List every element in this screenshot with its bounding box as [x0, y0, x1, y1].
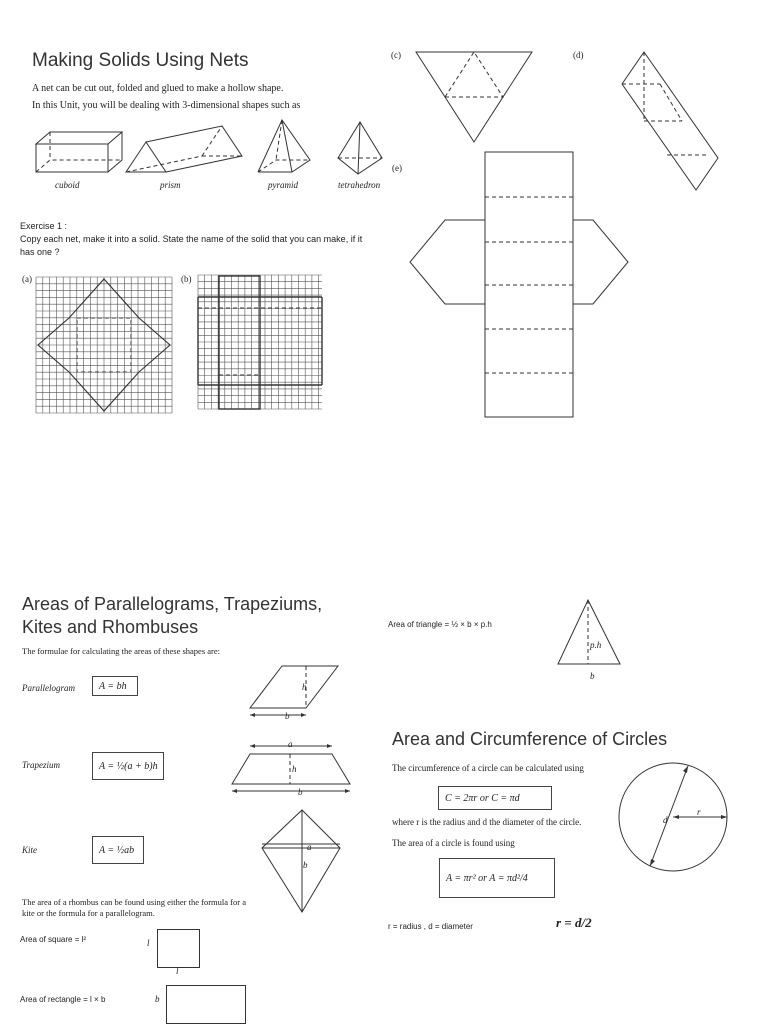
rectangle-b-label: b: [155, 994, 160, 1004]
trapezium-formula: A = ½(a + b)h: [92, 752, 164, 780]
cuboid-figure: [34, 128, 124, 178]
radius-formula: r = d/2: [556, 915, 592, 930]
net-e-hexagonal-prism: [408, 152, 630, 418]
pyramid-figure: [256, 118, 312, 178]
exercise-text: Copy each net, make it into a solid. State the name of the solid that you can make, if it has one ?: [20, 234, 363, 257]
trapezium-name: Trapezium: [22, 760, 61, 770]
square-side-l-label: l: [147, 938, 150, 948]
kite-figure: [260, 808, 342, 914]
net-d-label: (d): [573, 50, 584, 60]
parallelogram-b-label: b: [285, 711, 290, 721]
net-b-label: (b): [181, 274, 192, 284]
rectangle-area-label: Area of rectangle = l × b: [20, 995, 106, 1004]
circle-area-text: The area of a circle is found using: [392, 838, 515, 848]
net-c-triangle: [414, 50, 534, 144]
areas-title-line-1: Areas of Parallelograms, Trapeziums,: [22, 594, 323, 614]
nets-intro-2: In this Unit, you will be dealing with 3-dimensional shapes such as: [32, 100, 301, 111]
kite-b-label: b: [303, 860, 308, 870]
triangle-b-label: b: [590, 671, 595, 681]
square-figure: [157, 929, 200, 968]
trapezium-h-label: h: [292, 764, 297, 774]
radius-definition: where r is the radius and d the diameter of the circle.: [392, 817, 582, 827]
circle-r-label: r: [697, 807, 701, 817]
net-d-strip: [620, 50, 720, 192]
net-e-label: (e): [392, 163, 402, 173]
net-b-grid: [198, 275, 322, 409]
parallelogram-figure: [248, 664, 340, 720]
circumference-text: The circumference of a circle can be calculated using: [392, 763, 584, 773]
rectangle-figure: [166, 985, 246, 1024]
areas-intro: The formulae for calculating the areas of these shapes are:: [22, 646, 221, 656]
parallelogram-h-label: h: [302, 682, 307, 692]
radius-diameter-legend: r = radius , d = diameter: [388, 922, 473, 931]
parallelogram-name: Parallelogram: [22, 683, 75, 693]
circle-area-formula: A = πr² or A = πd²/4: [439, 858, 555, 898]
kite-a-label: a: [307, 842, 312, 852]
tetrahedron-figure: [336, 120, 386, 180]
circle-d-label: d: [663, 815, 668, 825]
net-a-label: (a): [22, 274, 32, 284]
rhombus-note: The area of a rhombus can be found using either the formula for a kite or the formula for a parallelogram.: [22, 897, 246, 919]
trapezium-b-label: b: [298, 787, 303, 797]
parallelogram-formula: A = bh: [92, 676, 138, 696]
net-c-label: (c): [391, 50, 401, 60]
square-area-label: Area of square = l²: [20, 935, 87, 944]
exercise-title: Exercise 1 :: [20, 221, 68, 231]
circles-title: Area and Circumference of Circles: [392, 729, 668, 749]
cuboid-caption: cuboid: [55, 180, 80, 190]
triangle-area-label: Area of triangle = ½ × b × p.h: [388, 620, 492, 629]
tetrahedron-caption: tetrahedron: [338, 180, 381, 190]
prism-caption: prism: [160, 180, 181, 190]
triangle-ph-label: p.h: [590, 640, 602, 650]
areas-title: [22, 593, 322, 638]
prism-figure: [124, 124, 244, 176]
areas-title-line-2: Kites and Rhombuses: [22, 616, 199, 637]
kite-name: Kite: [22, 845, 37, 855]
nets-intro-1: A net can be cut out, folded and glued to make a hollow shape.: [32, 83, 284, 94]
triangle-figure: [556, 598, 622, 668]
pyramid-caption: pyramid: [268, 180, 298, 190]
square-bottom-l-label: l: [176, 966, 179, 976]
circle-figure: [617, 761, 729, 873]
kite-formula: A = ½ab: [92, 836, 144, 864]
circumference-formula: C = 2πr or C = πd: [438, 786, 552, 810]
net-a-grid: [36, 277, 172, 413]
trapezium-a-label: a: [288, 739, 293, 749]
nets-title: Making Solids Using Nets: [32, 50, 249, 71]
